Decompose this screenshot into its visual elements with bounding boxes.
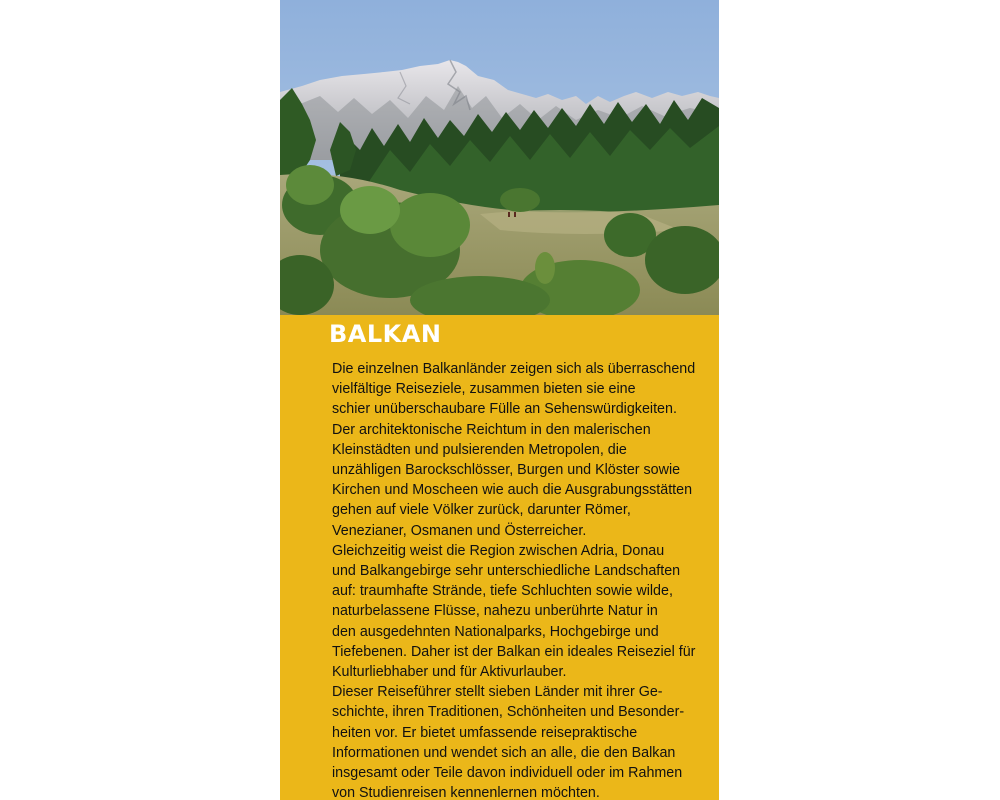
- text-line: Die einzelnen Balkanländer zeigen sich als überraschend: [332, 361, 696, 377]
- text-line: auf: traumhafte Strände, tiefe Schluchten sowie wilde,: [332, 583, 673, 600]
- text-line: den ausgedehnten Nationalparks, Hochgebirge und: [332, 623, 659, 640]
- text-line: Venezianer, Osmanen und Österreicher.: [332, 522, 587, 539]
- text-line: Tiefebenen. Daher ist der Balkan ein ideales Reiseziel für: [332, 643, 696, 660]
- text-line: heiten vor. Er bietet umfassende reisepraktische: [332, 724, 638, 741]
- text-line: vielfältige Reiseziele, zusammen bieten sie eine: [332, 381, 636, 398]
- text-line: schichte, ihren Traditionen, Schönheiten und Besonder-: [332, 704, 685, 721]
- text-line: naturbelassene Flüsse, nahezu unberührte Natur in: [332, 603, 658, 620]
- text-line: von Studienreisen kennenlernen möchten.: [332, 785, 600, 800]
- mountain-landscape-photo: [280, 0, 719, 315]
- text-line: schier unüberschaubare Fülle an Sehenswürdigkeiten.: [332, 401, 677, 418]
- text-line: gehen auf viele Völker zurück, darunter Römer,: [332, 502, 631, 519]
- text-line: Informationen und wendet sich an alle, die den Balkan: [332, 744, 676, 761]
- text-line: Dieser Reiseführer stellt sieben Länder mit ihrer Ge-: [332, 684, 663, 701]
- text-line: insgesamt oder Teile davon individuell oder im Rahmen: [332, 765, 683, 782]
- text-line: und Balkangebirge sehr unterschiedliche Landschaften: [332, 563, 681, 580]
- text-line: Kulturliebhaber und für Aktivurlauber.: [332, 664, 567, 681]
- text-line: Kleinstädten und pulsierenden Metropolen, die: [332, 441, 627, 458]
- text-line: Kirchen und Moscheen wie auch die Ausgrabungsstätten: [332, 482, 693, 499]
- page-title: BALKAN: [329, 320, 442, 348]
- text-line: Der architektonische Reichtum in den malerischen: [332, 421, 651, 438]
- text-line: Gleichzeitig weist die Region zwischen Adria, Donau: [332, 542, 665, 559]
- book-page: [280, 0, 719, 800]
- description-text: [332, 359, 717, 800]
- text-panel: [280, 315, 719, 800]
- text-line: unzähligen Barockschlösser, Burgen und Klöster sowie: [332, 462, 681, 479]
